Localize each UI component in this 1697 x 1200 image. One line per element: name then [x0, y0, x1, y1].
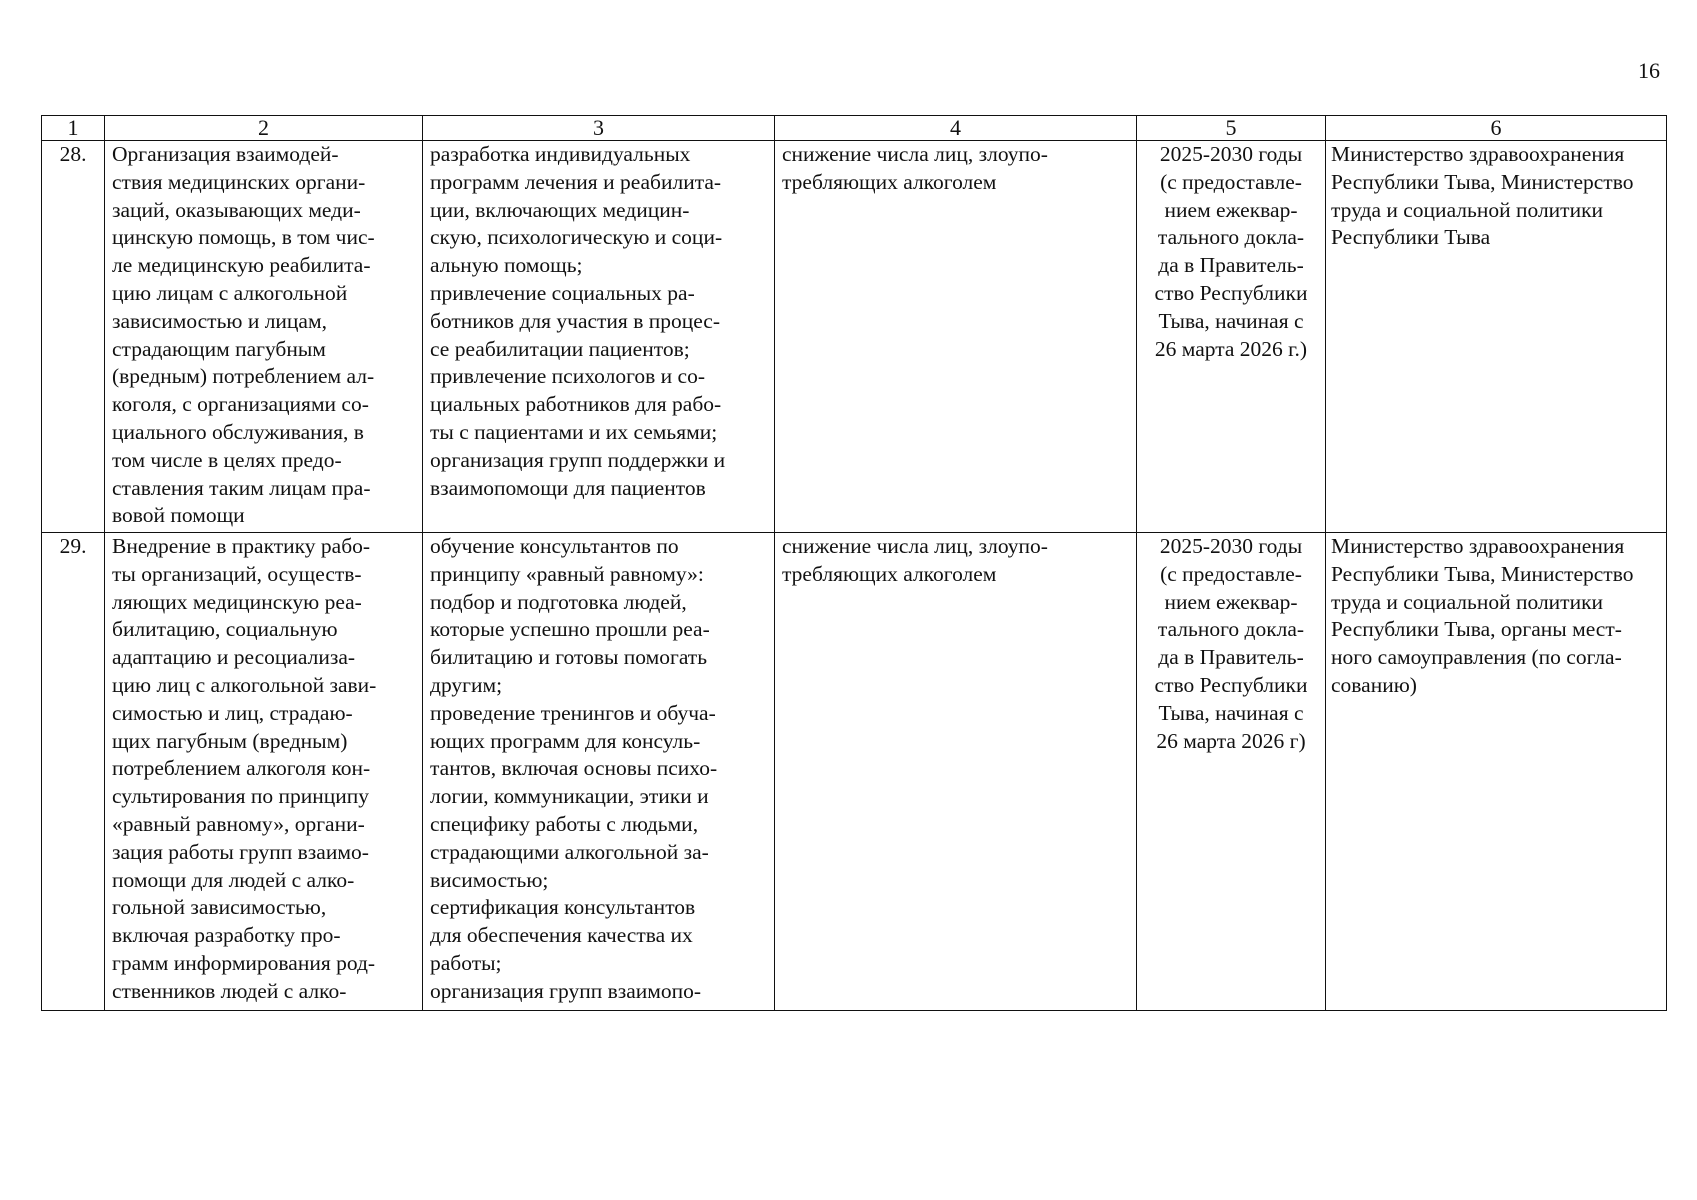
text-line: тантов, включая основы психо-	[430, 756, 718, 781]
text-line: включая разработку про-	[112, 923, 341, 948]
period-text	[1137, 533, 1325, 755]
text-line: разработка индивидуальных	[430, 142, 691, 166]
text-line: сованию)	[1331, 672, 1417, 697]
text-line: ты организаций, осуществ-	[112, 561, 362, 586]
program-table	[41, 115, 1667, 1011]
text-line: ботников для участия в процес-	[430, 308, 721, 333]
text-line: 2025-2030 годы	[1159, 142, 1303, 166]
text-line: Республики Тыва, Министерство	[1331, 169, 1634, 194]
table-header-row	[42, 116, 1667, 141]
text-line: Министерство здравоохранения	[1331, 142, 1625, 166]
text-line: ле медицинскую реабилита-	[112, 253, 371, 278]
text-line: Министерство здравоохранения	[1331, 534, 1625, 558]
text-line: 26 марта 2026 г.)	[1154, 336, 1308, 361]
text-line: гольной зависимостью,	[112, 895, 327, 920]
text-line: привлечение социальных ра-	[430, 280, 695, 305]
text-line: работы;	[430, 950, 502, 975]
text-line: специфику работы с людьми,	[430, 811, 699, 836]
text-line: принципу «равный равному»:	[430, 561, 704, 586]
text-line: ты с пациентами и их семьями;	[430, 419, 718, 444]
text-line: снижение числа лиц, злоупо-	[782, 534, 1048, 558]
responsible-text	[1326, 533, 1666, 700]
header-cell-3: 3	[423, 116, 775, 141]
measures-cell	[423, 141, 775, 533]
text-line: Республики Тыва, органы мест-	[1331, 617, 1622, 642]
text-line: другим;	[430, 672, 503, 697]
text-line: симостью и лиц, страдаю-	[112, 700, 353, 725]
table-row	[42, 533, 1667, 1011]
page-number: 16	[1638, 58, 1660, 83]
text-line: взаимопомощи для пациентов	[430, 475, 706, 500]
text-line: цию лицам с алкогольной	[112, 280, 348, 305]
text-line: ного самоуправления (по согла-	[1331, 645, 1622, 670]
result-text	[775, 141, 1136, 197]
text-line: зация работы групп взаимо-	[112, 839, 369, 864]
text-line: вовой помощи	[112, 503, 245, 528]
text-line: альную помощь;	[430, 253, 583, 278]
responsible-cell	[1326, 533, 1667, 1011]
text-line: снижение числа лиц, злоупо-	[782, 142, 1048, 166]
text-line: ствия медицинских органи-	[112, 169, 366, 194]
text-line: (с предоставле-	[1160, 169, 1302, 194]
text-line: труда и социальной политики	[1331, 589, 1604, 614]
text-line: потреблением алкоголя кон-	[112, 756, 371, 781]
row-number-cell	[42, 141, 105, 533]
activity-text	[105, 141, 422, 530]
header-cell-5: 5	[1137, 116, 1326, 141]
text-line: да в Правитель-	[1158, 253, 1304, 278]
measures-text	[423, 533, 774, 1006]
text-line: циальных работников для рабо-	[430, 392, 722, 417]
text-line: страдающим пагубным	[112, 336, 326, 361]
text-line: помощи для людей с алко-	[112, 867, 355, 892]
text-line: билитацию, социальную	[112, 617, 338, 642]
text-line: привлечение психологов и со-	[430, 364, 705, 389]
activity-text	[105, 533, 422, 1006]
text-line: страдающими алкогольной за-	[430, 839, 709, 864]
measures-text	[423, 141, 774, 502]
result-text	[775, 533, 1136, 589]
result-cell	[775, 141, 1137, 533]
responsible-cell	[1326, 141, 1667, 533]
text-line: висимостью;	[430, 867, 549, 892]
header-cell-2: 2	[105, 116, 423, 141]
text-line: ство Республики	[1154, 280, 1308, 305]
text-line: заций, оказывающих меди-	[112, 197, 361, 222]
period-cell	[1137, 141, 1326, 533]
text-line: ственников людей с алко-	[112, 978, 347, 1003]
text-line: обучение консультантов по	[430, 534, 679, 558]
text-line: организация групп взаимопо-	[430, 978, 702, 1003]
text-line: (вредным) потреблением ал-	[112, 364, 375, 389]
text-line: грамм информирования род-	[112, 950, 376, 975]
text-line: (с предоставле-	[1160, 561, 1302, 586]
text-line: Республики Тыва	[1331, 225, 1491, 250]
text-line: требляющих алкоголем	[782, 169, 997, 194]
activity-cell	[105, 533, 423, 1011]
text-line: щих пагубным (вредным)	[112, 728, 348, 753]
activity-cell	[105, 141, 423, 533]
text-line: коголя, с организациями со-	[112, 392, 369, 417]
row-number: 29.	[59, 534, 87, 558]
period-cell	[1137, 533, 1326, 1011]
table-row	[42, 141, 1667, 533]
text-line: требляющих алкоголем	[782, 561, 997, 586]
text-line: ющих программ для консуль-	[430, 728, 701, 753]
responsible-text	[1326, 141, 1666, 252]
text-line: логии, коммуникации, этики и	[430, 784, 709, 809]
text-line: зависимостью и лицам,	[112, 308, 327, 333]
text-line: том числе в целях предо-	[112, 447, 342, 472]
measures-cell	[423, 533, 775, 1011]
text-line: се реабилитации пациентов;	[430, 336, 690, 361]
text-line: для обеспечения качества их	[430, 923, 693, 948]
text-line: Тыва, начиная с	[1158, 308, 1304, 333]
text-line: сультирования по принципу	[112, 784, 370, 809]
text-line: организация групп поддержки и	[430, 447, 726, 472]
text-line: ство Республики	[1154, 672, 1308, 697]
text-line: адаптацию и ресоциализа-	[112, 645, 356, 670]
text-line: ставления таким лицам пра-	[112, 475, 371, 500]
text-line: нием ежеквар-	[1164, 197, 1298, 222]
text-line: сертификация консультантов	[430, 895, 696, 920]
text-line: проведение тренингов и обуча-	[430, 700, 716, 725]
text-line: циального обслуживания, в	[112, 419, 364, 444]
text-line: билитацию и готовы помогать	[430, 645, 708, 670]
text-line: цинскую помощь, в том чис-	[112, 225, 375, 250]
text-line: которые успешно прошли реа-	[430, 617, 710, 642]
text-line: труда и социальной политики	[1331, 197, 1604, 222]
row-number: 28.	[59, 142, 87, 166]
text-line: тального докла-	[1157, 225, 1305, 250]
text-line: 26 марта 2026 г)	[1156, 728, 1306, 753]
text-line: Внедрение в практику рабо-	[112, 534, 371, 558]
header-cell-1: 1	[42, 116, 105, 141]
text-line: 2025-2030 годы	[1159, 534, 1303, 558]
period-text	[1137, 141, 1325, 363]
text-line: Тыва, начиная с	[1158, 700, 1304, 725]
text-line: нием ежеквар-	[1164, 589, 1298, 614]
text-line: цию лиц с алкогольной зави-	[112, 672, 377, 697]
text-line: ции, включающих медицин-	[430, 197, 690, 222]
text-line: «равный равному», органи-	[112, 811, 365, 836]
text-line: да в Правитель-	[1158, 645, 1304, 670]
text-line: скую, психологическую и соци-	[430, 225, 723, 250]
header-cell-4: 4	[775, 116, 1137, 141]
text-line: Организация взаимодей-	[112, 142, 339, 166]
text-line: тального докла-	[1157, 617, 1305, 642]
result-cell	[775, 533, 1137, 1011]
text-line: подбор и подготовка людей,	[430, 589, 687, 614]
text-line: Республики Тыва, Министерство	[1331, 561, 1634, 586]
header-cell-6: 6	[1326, 116, 1667, 141]
row-number-cell	[42, 533, 105, 1011]
text-line: ляющих медицинскую реа-	[112, 589, 362, 614]
text-line: программ лечения и реабилита-	[430, 169, 722, 194]
